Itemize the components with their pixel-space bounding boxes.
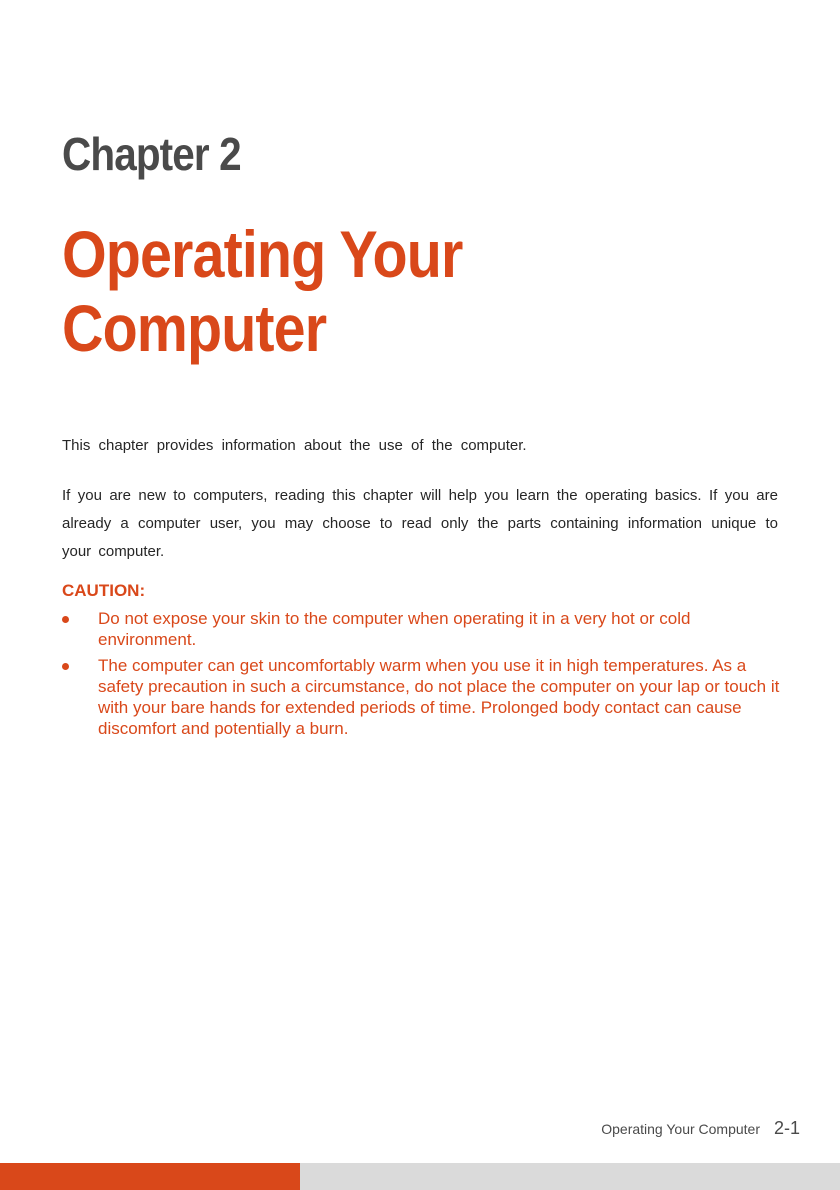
caution-item (62, 608, 782, 650)
footer-accent-bar (0, 1163, 300, 1190)
footer-page-number: 2-1 (773, 1118, 800, 1138)
chapter-label: Chapter 2 (62, 128, 241, 180)
footer-gray-bar (300, 1163, 840, 1190)
caution-list (62, 608, 782, 744)
caution-heading: CAUTION: (62, 581, 146, 600)
caution-item-text: The computer can get uncomfortably warm when you use it in high temperatures. As a safety precaution in such a circumstance, do not place the computer on your lap or touch it with your bare hands for extended periods of time. Prolonged body contact can cause discomfort and potentially a burn. (98, 656, 780, 738)
caution-item-text: Do not expose your skin to the computer when operating it in a very hot or cold environment. (98, 609, 691, 649)
footer-running-title: Operating Your Computer (601, 1121, 760, 1137)
chapter-title (62, 217, 462, 365)
bullet-icon (62, 616, 69, 623)
body-paragraph: If you are new to computers, reading this chapter will help you learn the operating basics. If you are already a computer user, you may choose to read only the parts containing information unique to your computer. (62, 487, 778, 560)
caution-item (62, 655, 782, 739)
bullet-icon (62, 663, 69, 670)
chapter-title-line-2: Computer (62, 291, 327, 365)
chapter-title-line-1: Operating Your (62, 217, 463, 291)
intro-paragraph: This chapter provides information about the use of the computer. (62, 437, 527, 454)
